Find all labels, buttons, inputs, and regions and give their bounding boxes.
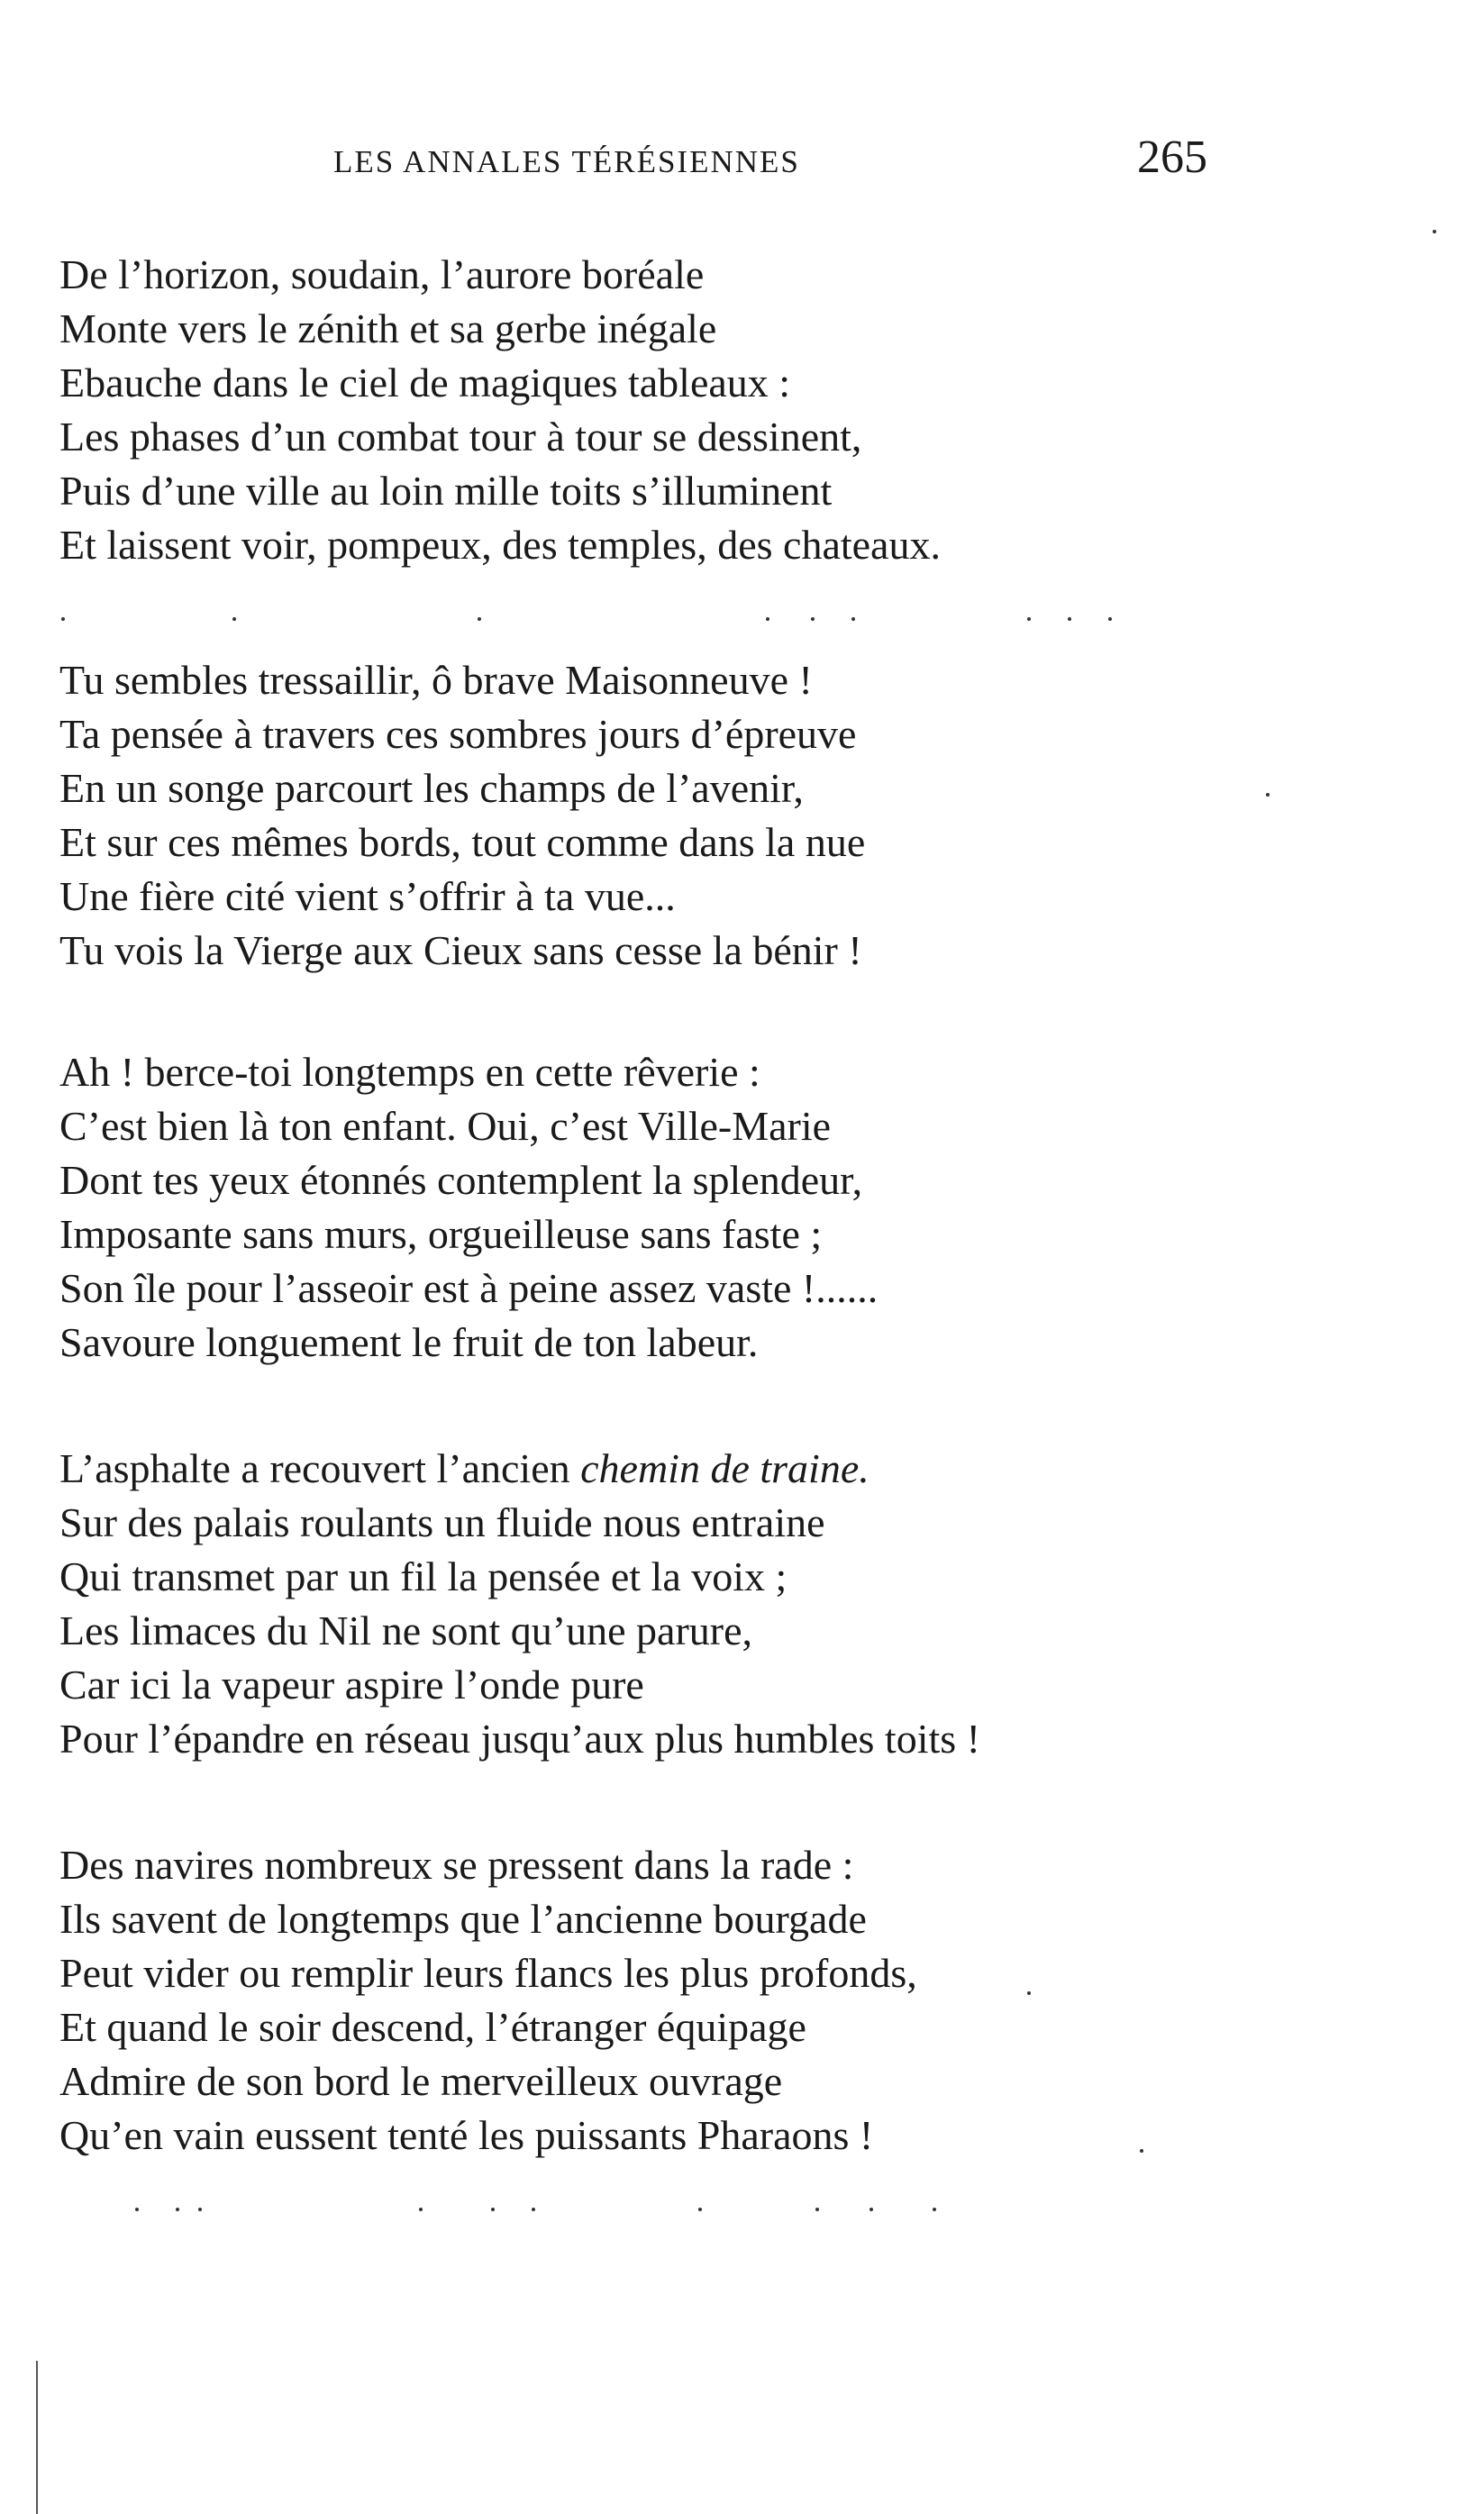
verse-line: Et sur ces mêmes bords, tout comme dans la nue	[59, 819, 866, 865]
verse-line: Dont tes yeux étonnés contemplent la splendeur,	[59, 1157, 863, 1203]
verse-line: Tu sembles tressaillir, ô brave Maisonneuve !	[59, 657, 813, 703]
verse-line: C’est bien là ton enfant. Oui, c’est Ville-Marie	[59, 1103, 832, 1149]
verse-line: Ta pensée à travers ces sombres jours d’épreuve	[59, 711, 857, 757]
margin-rule	[36, 2361, 38, 2514]
verse-text: L’asphalte a recouvert l’ancien	[59, 1445, 581, 1491]
stanza-2	[59, 653, 1231, 978]
stanza-4	[59, 1442, 1231, 1766]
running-title: LES ANNALES TÉRÉSIENNES	[333, 144, 800, 179]
verse-line: Imposante sans murs, orgueilleuse sans faste ;	[59, 1211, 823, 1257]
stanza-3	[59, 1045, 1231, 1370]
verse-line: Puis d’une ville au loin mille toits s’illuminent	[59, 468, 833, 514]
verse-line: Une fière cité vient s’offrir à ta vue...	[59, 873, 676, 919]
verse-line: Ebauche dans le ciel de magiques tableaux :	[59, 360, 791, 405]
scan-speck	[1027, 1991, 1031, 1995]
verse-line: Qui transmet par un fil la pensée et la voix ;	[59, 1553, 788, 1599]
scan-speck	[1433, 230, 1436, 233]
verse-line: Les phases d’un combat tour à tour se dessinent,	[59, 414, 862, 460]
verse-line: Monte vers le zénith et sa gerbe inégale	[59, 305, 717, 351]
verse-line: Ah ! berce-toi longtemps en cette rêverie :	[59, 1049, 760, 1095]
verse-line: Des navires nombreux se pressent dans la rade :	[59, 1842, 854, 1888]
verse-line: Car ici la vapeur aspire l’onde pure	[59, 1662, 644, 1708]
verse-line: Sur des palais roulants un fluide nous entraine	[59, 1499, 825, 1545]
stanza-5	[59, 1838, 1231, 2163]
verse-line: Et laissent voir, pompeux, des temples, des chateaux.	[59, 522, 941, 568]
verse-line: Ils savent de longtemps que l’ancienne bourgade	[59, 1896, 867, 1942]
italic-phrase: chemin de traine.	[580, 1445, 869, 1491]
verse-line: Et quand le soir descend, l’étranger équipage	[59, 2004, 806, 2050]
stanza-1	[59, 248, 1231, 572]
verse-line	[59, 1442, 1231, 1496]
verse-line: Peut vider ou remplir leurs flancs les plus profonds,	[59, 1950, 917, 1996]
page-number: 265	[1137, 132, 1207, 183]
verse-line: En un songe parcourt les champs de l’avenir,	[59, 765, 804, 811]
verse-line: Son île pour l’asseoir est à peine assez vaste !......	[59, 1265, 879, 1311]
verse-line: Admire de son bord le merveilleux ouvrage	[59, 2058, 783, 2104]
scan-speck	[1140, 2149, 1143, 2153]
verse-line: Pour l’épandre en réseau jusqu’aux plus humbles toits !	[59, 1716, 980, 1762]
scan-speck	[1266, 793, 1270, 797]
verse-line: De l’horizon, soudain, l’aurore boréale	[59, 251, 705, 297]
verse-line: Qu’en vain eussent tenté les puissants Pharaons !	[59, 2112, 874, 2158]
verse-line: Les limaces du Nil ne sont qu’une parure,	[59, 1608, 752, 1653]
verse-line: Tu vois la Vierge aux Cieux sans cesse la bénir !	[59, 927, 862, 973]
verse-line: Savoure longuement le fruit de ton labeur.	[59, 1319, 759, 1365]
